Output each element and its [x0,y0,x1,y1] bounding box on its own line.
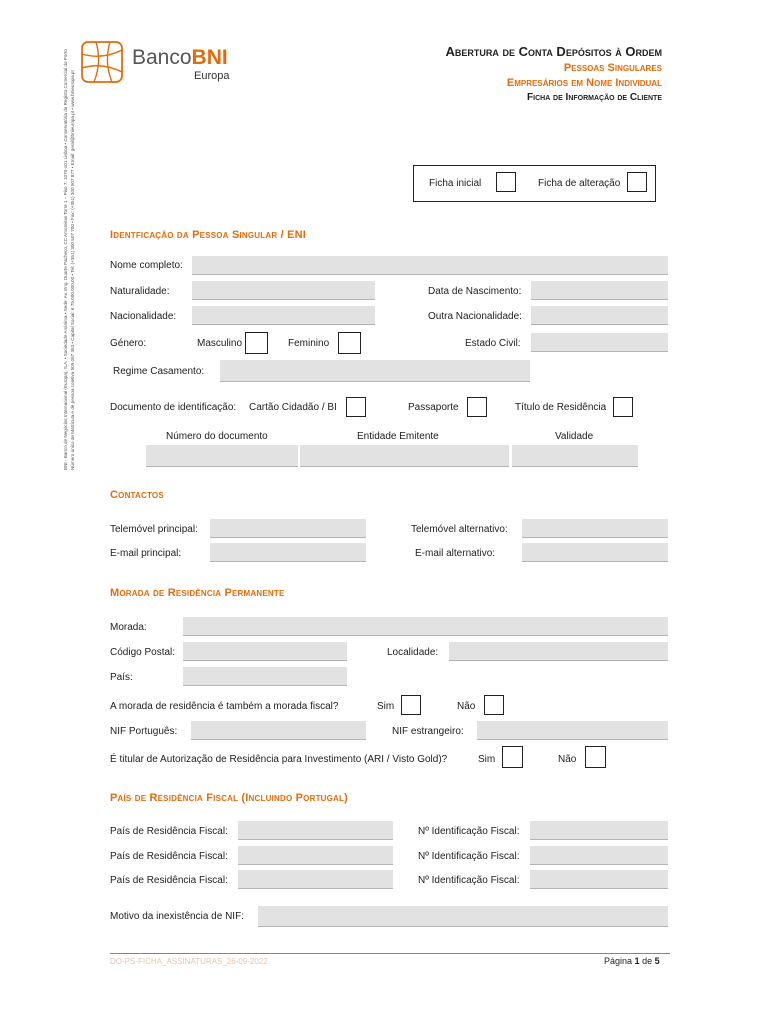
marriage-regime-label: Regime Casamento: [113,366,205,377]
gender-label: Género: [110,338,147,349]
nationality-field[interactable] [192,306,375,325]
validity-header: Validade [555,431,594,442]
nif-foreign-field[interactable] [477,721,668,740]
nationality-label: Nacionalidade: [110,311,177,322]
issuing-entity-header: Entidade Emitente [357,431,439,442]
mobile-alt-label: Telemóvel alternativo: [411,524,508,535]
section-tax-title: País de Residência Fiscal (Incluindo Portugal) [110,792,348,804]
fiscal-no-label: Não [457,701,476,712]
other-nationality-label: Outra Nacionalidade: [428,311,522,322]
tax-country-1-label: País de Residência Fiscal: [110,826,228,837]
golden-visa-yes-label: Sim [478,754,496,765]
postal-code-label: Código Postal: [110,647,176,658]
female-checkbox[interactable] [338,332,361,354]
logo-brand-banco: Banco [132,46,192,69]
golden-visa-no-checkbox[interactable] [585,746,606,768]
legal-sidebar-line-1: BNI - Banco de Negócios Internacional (Europa), S.A. • Sociedade Anónima • Sede: Av. Eng. Duarte Pacheco, CC Amoreiras Torre 1 – Piso 7, 1070-101 Lisboa • Conservatória do Registo Comercial do Porto [63,49,68,470]
subtitle-line-1: Pessoas Singulares [563,62,662,74]
fiscal-yes-checkbox[interactable] [401,695,421,715]
tin-2-field[interactable] [530,846,668,865]
email-main-field[interactable] [210,543,366,562]
initial-form-checkbox[interactable] [496,172,516,192]
tin-3-label: Nº Identificação Fiscal: [418,875,520,886]
birth-date-field[interactable] [531,281,668,300]
section-identification-title: Identficação da Pessoa Singular / ENI [110,229,307,241]
section-address-title: Morada de Residência Permanente [110,587,285,599]
tin-1-field[interactable] [530,821,668,840]
country-field[interactable] [183,667,347,686]
civil-status-label: Estado Civil: [465,338,521,349]
page-current: 1 [634,956,640,966]
is-fiscal-address-label: A morada de residência é também a morada fiscal? [110,701,339,712]
male-label: Masculino [197,338,243,349]
tax-country-3-label: País de Residência Fiscal: [110,875,228,886]
no-nif-reason-field[interactable] [258,906,668,927]
tax-country-1-field[interactable] [238,821,393,840]
tin-3-field[interactable] [530,870,668,889]
email-main-label: E-mail principal: [110,548,182,559]
address-field[interactable] [183,617,668,636]
locality-label: Localidade: [387,647,439,658]
golden-visa-yes-checkbox[interactable] [502,746,523,768]
page-of-word: de [642,956,653,966]
fiscal-no-checkbox[interactable] [484,695,504,715]
citizen-card-checkbox[interactable] [346,397,366,417]
page-total: 5 [654,956,660,966]
validity-field[interactable] [512,445,638,467]
id-document-label: Documento de identificação: [110,402,237,413]
nif-pt-label: NIF Português: [110,726,178,737]
citizen-card-label: Cartão Cidadão / BI [249,402,337,413]
golden-visa-label: É titular de Autorização de Residência para Investimento (ARI / Visto Gold)? [110,754,448,765]
footer-form-code: DO-PS-FICHA_ASSINATURAS_26-09-2022 [110,957,268,966]
fiscal-yes-label: Sim [377,701,395,712]
logo-brand-bni: BNI [191,46,228,69]
footer-page-number [604,955,660,967]
doc-number-header: Número do documento [166,431,268,442]
mobile-main-field[interactable] [210,519,366,538]
full-name-label: Nome completo: [110,260,183,271]
initial-form-label: Ficha inicial [429,178,482,189]
birth-date-label: Data de Nascimento: [428,286,522,297]
footer-divider [110,953,670,954]
tin-1-label: Nº Identificação Fiscal: [418,826,520,837]
change-form-label: Ficha de alteração [538,178,621,189]
postal-code-field[interactable] [183,642,347,661]
subtitle-line-2: Empresários em Nome Individual [506,77,662,89]
tax-country-2-field[interactable] [238,846,393,865]
residence-title-label: Título de Residência [515,402,607,413]
tin-2-label: Nº Identificação Fiscal: [418,851,520,862]
civil-status-field[interactable] [531,333,668,352]
email-alt-field[interactable] [522,543,668,562]
tax-country-3-field[interactable] [238,870,393,889]
mobile-main-label: Telemóvel principal: [110,524,198,535]
section-contacts-title: Contactos [110,489,164,501]
birthplace-field[interactable] [192,281,375,300]
change-form-checkbox[interactable] [627,172,647,192]
no-nif-reason-label: Motivo da inexistência de NIF: [110,911,244,922]
other-nationality-field[interactable] [531,306,668,325]
residence-title-checkbox[interactable] [613,397,633,417]
marriage-regime-field[interactable] [220,360,530,382]
logo-subtitle: Europa [194,70,230,82]
bni-logo-icon [80,40,124,84]
logo [80,38,260,88]
nif-pt-field[interactable] [191,721,366,740]
address-label: Morada: [110,622,147,633]
birthplace-label: Naturalidade: [110,286,170,297]
mobile-alt-field[interactable] [522,519,668,538]
page-title: Abertura de Conta Depósitos à Ordem [445,44,662,59]
golden-visa-no-label: Não [558,754,577,765]
nif-foreign-label: NIF estrangeiro: [392,726,464,737]
locality-field[interactable] [449,642,668,661]
country-label: País: [110,672,133,683]
male-checkbox[interactable] [245,332,268,354]
doc-number-field[interactable] [146,445,298,467]
female-label: Feminino [288,338,330,349]
tax-country-2-label: País de Residência Fiscal: [110,851,228,862]
subtitle-line-3: Ficha de Informação de Cliente [527,92,662,103]
page-word: Página [604,956,633,966]
legal-sidebar [62,49,76,470]
passport-label: Passaporte [408,402,459,413]
email-alt-label: E-mail alternativo: [415,548,496,559]
legal-sidebar-line-2: Número único de Matrícula e de pessoa coletiva 509 087 353 • Capital Social: € 75.000.000,00 • Tel: (+351) 300 507 700 • Fax: (+351) 300 507 877 • Email: geral@bnieuropa.pt • www.bnieuropa.pt [70,70,75,470]
issuing-entity-field[interactable] [300,445,509,467]
full-name-field[interactable] [192,256,668,275]
passport-checkbox[interactable] [467,397,487,417]
